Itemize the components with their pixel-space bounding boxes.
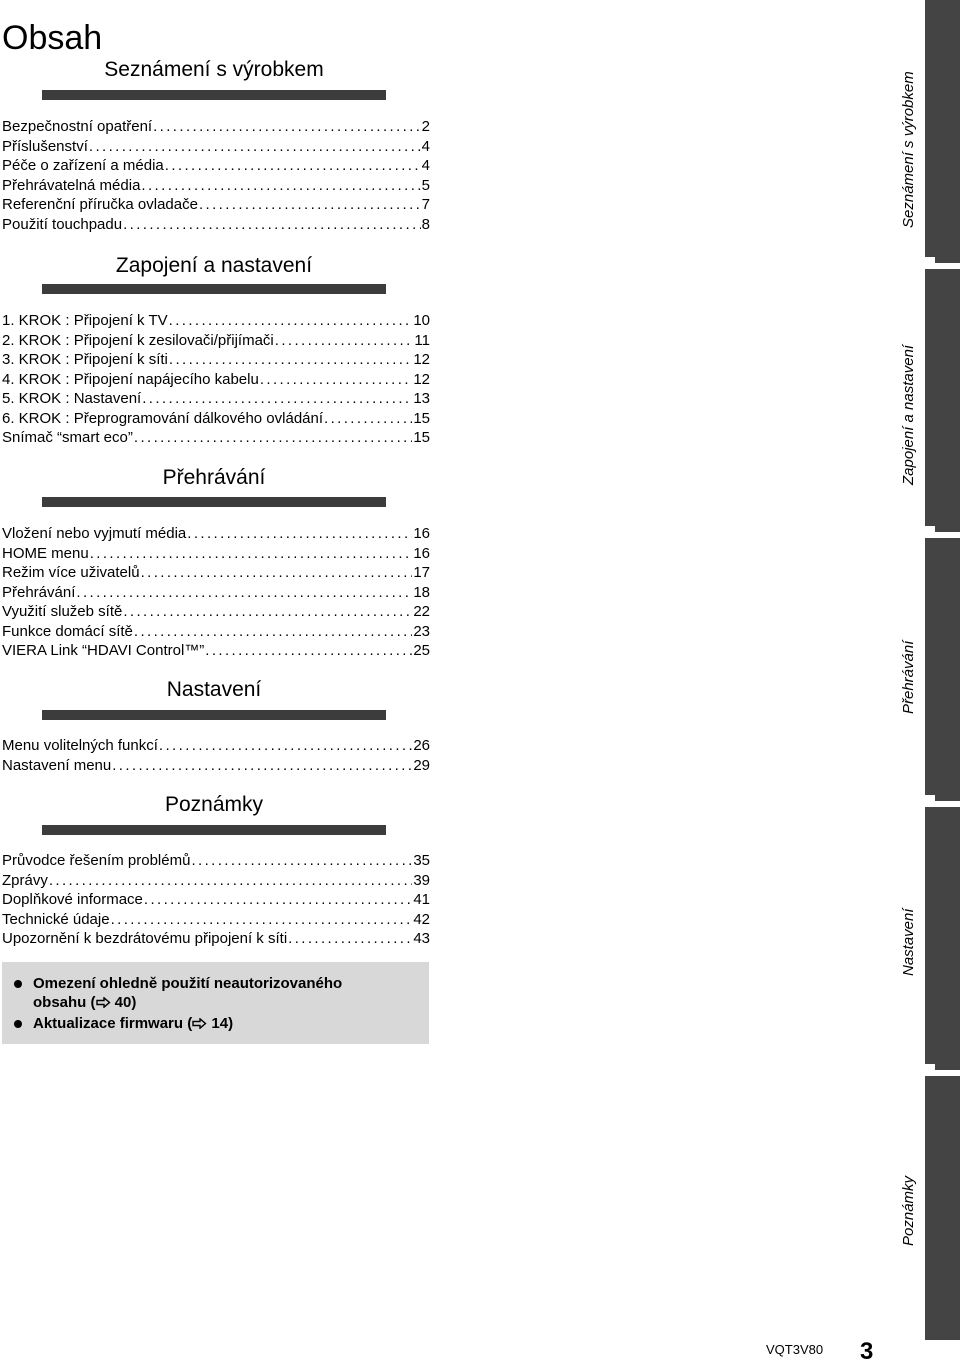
section-heading-prehravani: Přehrávání	[162, 466, 266, 489]
toc-entry-page: 17	[413, 564, 430, 581]
toc-list-prehravani	[2, 524, 430, 661]
toc-entry-page: 39	[413, 871, 430, 889]
dot-leader	[187, 524, 412, 544]
toc-entry-page: 18	[413, 583, 430, 601]
dot-leader	[159, 736, 412, 756]
dot-leader	[191, 851, 412, 871]
arrow-right-icon	[96, 997, 111, 1008]
notes-box	[2, 962, 429, 1044]
toc-entry-title: Vložení nebo vyjmutí média	[2, 525, 187, 542]
side-label-text: Seznámení s výrobkem	[900, 71, 917, 228]
dot-leader	[288, 929, 412, 949]
dot-leader	[144, 890, 412, 910]
toc-entry[interactable]	[2, 176, 430, 196]
toc-entry-page: 7	[421, 196, 430, 213]
note-firmware-update[interactable]	[14, 1014, 233, 1033]
toc-entry-title: Referenční příručka ovladače	[2, 196, 198, 213]
toc-entry-page: 25	[413, 642, 430, 659]
toc-entry-page: 35	[413, 852, 430, 869]
note-line: Aktualizace firmwaru (	[33, 1015, 193, 1032]
toc-entry[interactable]	[2, 428, 430, 448]
toc-entry-title: HOME menu	[2, 544, 89, 562]
dot-leader	[141, 176, 420, 196]
dot-leader	[123, 602, 412, 622]
section-divider	[42, 497, 386, 507]
toc-entry-title: Doplňkové informace	[2, 891, 143, 908]
toc-entry[interactable]	[2, 137, 430, 157]
dot-leader	[199, 195, 421, 215]
dot-leader	[141, 563, 413, 583]
dot-leader	[165, 156, 421, 176]
note-line: )	[131, 994, 137, 1011]
section-heading-seznameni: Seznámení s výrobkem	[104, 58, 324, 81]
toc-entry-title: Využití služeb sítě	[2, 603, 123, 620]
note-line: Omezení ohledně použití neautorizovaného	[33, 975, 343, 992]
note-line: obsahu (	[33, 994, 96, 1011]
toc-entry-title: Nastavení menu	[2, 756, 112, 774]
side-label-text: Poznámky	[900, 1175, 917, 1246]
dot-leader	[275, 331, 414, 351]
dot-leader	[169, 350, 412, 370]
side-label-text: Zapojení a nastavení	[900, 344, 917, 485]
toc-entry-title: Příslušenství	[2, 137, 88, 155]
toc-entry-title: 4. KROK : Připojení napájecího kabelu	[2, 370, 259, 388]
bullet-icon	[14, 980, 22, 988]
section-divider	[42, 90, 386, 100]
arrow-right-icon	[192, 1018, 207, 1029]
toc-entry-page: 4	[421, 137, 430, 155]
model-code: VQT3V80	[766, 1342, 824, 1357]
toc-entry-page: 43	[413, 930, 430, 947]
toc-entry-title: Funkce domácí sítě	[2, 622, 133, 640]
toc-entry[interactable]	[2, 910, 430, 930]
toc-entry-title: Přehrávání	[2, 583, 76, 601]
toc-entry[interactable]	[2, 195, 430, 215]
toc-entry[interactable]	[2, 215, 430, 235]
section-heading-poznamky: Poznámky	[164, 793, 264, 816]
toc-entry-title: Technické údaje	[2, 910, 110, 928]
toc-list-nastaveni	[2, 736, 430, 775]
toc-entry-title: Menu volitelných funkcí	[2, 737, 158, 754]
toc-entry-title: Použití touchpadu	[2, 215, 123, 233]
section-divider	[42, 710, 386, 720]
dot-leader	[112, 756, 412, 776]
toc-entry[interactable]	[2, 544, 430, 564]
dot-leader	[142, 389, 412, 409]
side-tab-poznamky[interactable]	[925, 1076, 960, 1340]
toc-entry-title: 2. KROK : Připojení k zesilovači/přijímači	[2, 331, 274, 349]
toc-entry-page: 15	[413, 409, 430, 427]
toc-entry[interactable]	[2, 736, 430, 756]
toc-entry-title: Bezpečnostní opatření	[2, 118, 153, 135]
toc-entry-page: 13	[413, 390, 430, 407]
toc-entry-page: 5	[421, 176, 430, 194]
side-tab-seznameni[interactable]	[925, 0, 960, 263]
toc-entry[interactable]	[2, 622, 430, 642]
toc-entry[interactable]	[2, 156, 430, 176]
toc-entry[interactable]	[2, 583, 430, 603]
toc-entry-page: 26	[413, 737, 430, 754]
toc-entry[interactable]	[2, 602, 430, 622]
toc-entry-page: 10	[413, 312, 430, 329]
toc-entry[interactable]	[2, 871, 430, 891]
dot-leader	[76, 583, 412, 603]
dot-leader	[90, 544, 413, 564]
toc-entry-title: Režim více uživatelů	[2, 564, 140, 581]
note-unauthorized-content[interactable]	[14, 974, 342, 1012]
toc-entry-page: 41	[413, 891, 430, 908]
toc-entry-title: Péče o zařízení a média	[2, 157, 164, 174]
dot-leader	[134, 622, 412, 642]
toc-entry-title: Zprávy	[2, 871, 48, 889]
section-divider	[42, 284, 386, 294]
note-line: )	[228, 1015, 234, 1032]
tab-notch	[925, 795, 935, 801]
toc-entry[interactable]	[2, 756, 430, 776]
dot-leader	[205, 641, 412, 661]
toc-entry-page: 23	[413, 622, 430, 640]
toc-entry-title: 3. KROK : Připojení k síti	[2, 351, 168, 368]
side-label-text: Nastavení	[900, 908, 917, 976]
page-title: Obsah	[2, 18, 103, 57]
tab-notch	[925, 1064, 935, 1070]
toc-entry[interactable]	[2, 331, 430, 351]
dot-leader	[134, 428, 412, 448]
toc-entry-page: 29	[413, 756, 430, 774]
toc-entry-page: 4	[421, 157, 430, 174]
toc-entry-page: 16	[413, 525, 430, 542]
toc-entry[interactable]	[2, 311, 430, 331]
toc-entry[interactable]	[2, 117, 430, 137]
side-tab-nastaveni[interactable]	[925, 807, 960, 1070]
dot-leader	[89, 137, 421, 157]
toc-entry-page: 22	[413, 603, 430, 620]
toc-list-seznameni	[2, 117, 430, 234]
toc-entry-title: VIERA Link “HDAVI Control™”	[2, 642, 205, 659]
dot-leader	[260, 370, 412, 390]
section-divider	[42, 825, 386, 835]
toc-entry[interactable]	[2, 370, 430, 390]
side-tab-zapojeni[interactable]	[925, 269, 960, 532]
toc-entry[interactable]	[2, 890, 430, 910]
dot-leader	[153, 117, 421, 137]
note-text	[14, 974, 342, 1012]
toc-list-poznamky	[2, 851, 430, 949]
dot-leader	[324, 409, 412, 429]
toc-entry-title: Přehrávatelná média	[2, 176, 141, 194]
toc-entry-page: 2	[421, 118, 430, 135]
toc-entry[interactable]	[2, 929, 430, 949]
toc-entry-title: 5. KROK : Nastavení	[2, 390, 142, 407]
section-heading-nastaveni: Nastavení	[166, 678, 262, 701]
note-text	[14, 1014, 233, 1033]
toc-entry-page: 11	[414, 331, 430, 349]
tab-notch	[925, 526, 935, 532]
toc-list-zapojeni	[2, 311, 430, 448]
side-tab-strip	[925, 0, 960, 1340]
toc-entry-page: 8	[421, 215, 430, 233]
toc-entry[interactable]	[2, 389, 430, 409]
dot-leader	[49, 871, 412, 891]
toc-entry[interactable]	[2, 563, 430, 583]
toc-entry[interactable]	[2, 350, 430, 370]
toc-entry[interactable]	[2, 641, 430, 661]
page-ref: 40	[114, 994, 132, 1011]
dot-leader	[169, 311, 413, 331]
toc-entry[interactable]	[2, 524, 430, 544]
toc-entry-title: 6. KROK : Přeprogramování dálkového ovládání	[2, 409, 324, 427]
toc-entry[interactable]	[2, 409, 430, 429]
toc-entry[interactable]	[2, 851, 430, 871]
toc-entry-title: Upozornění k bezdrátovému připojení k síti	[2, 930, 288, 947]
dot-leader	[123, 215, 421, 235]
toc-entry-title: 1. KROK : Připojení k TV	[2, 312, 168, 329]
toc-entry-title: Průvodce řešením problémů	[2, 852, 191, 869]
dot-leader	[111, 910, 413, 930]
bullet-icon	[14, 1020, 22, 1028]
toc-entry-page: 12	[413, 351, 430, 368]
page-number: 3	[860, 1338, 874, 1365]
toc-entry-page: 16	[413, 544, 430, 562]
section-heading-zapojeni: Zapojení a nastavení	[115, 254, 313, 277]
side-tab-prehravani[interactable]	[925, 538, 960, 801]
tab-notch	[925, 257, 935, 263]
toc-entry-title: Snímač “smart eco”	[2, 429, 133, 446]
toc-entry-page: 42	[413, 910, 430, 928]
toc-entry-page: 15	[413, 429, 430, 446]
page-ref: 14	[211, 1015, 229, 1032]
side-label-text: Přehrávání	[900, 640, 917, 714]
toc-entry-page: 12	[413, 370, 430, 388]
